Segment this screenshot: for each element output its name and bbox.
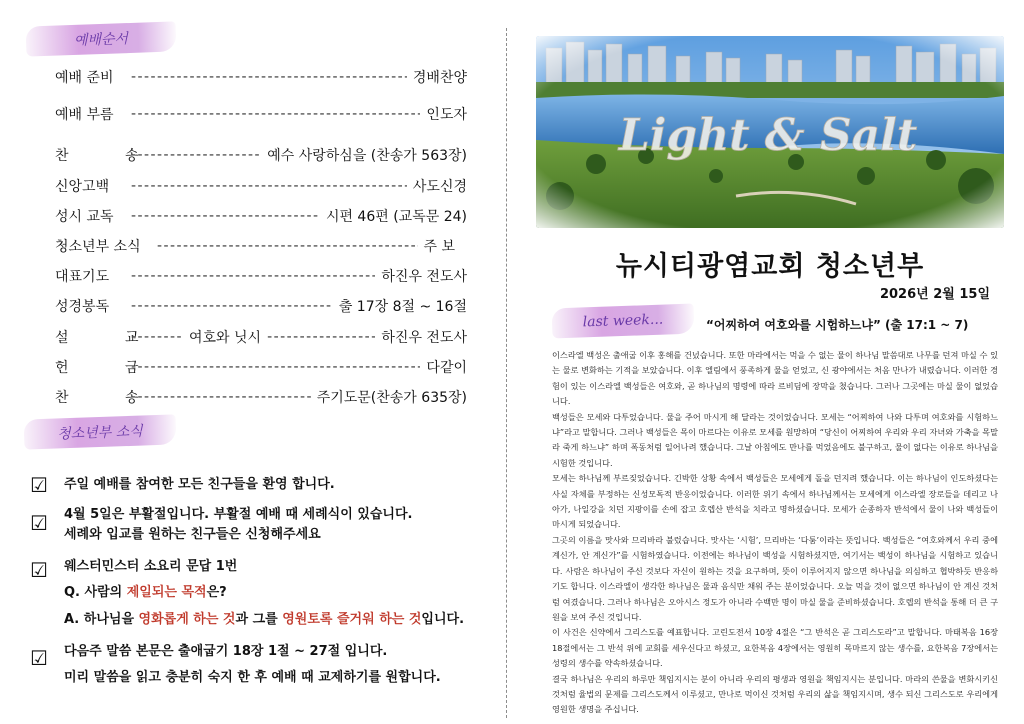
worship-order-list xyxy=(55,62,467,412)
order-row xyxy=(55,291,467,321)
leader-dashes xyxy=(131,329,183,345)
checkbox-icon: ☑ xyxy=(30,473,48,497)
checkbox-icon: ☑ xyxy=(30,558,48,582)
order-row xyxy=(55,352,467,382)
order-value: 예수 사랑하심을 (찬송가 563장) xyxy=(267,148,467,165)
order-value: 주기도문(찬송가 635장) xyxy=(316,389,467,406)
order-label: 대표기도 xyxy=(55,269,110,286)
catechism-answer xyxy=(64,610,464,630)
question-text: Q. 사람의 xyxy=(64,585,127,600)
order-row xyxy=(55,171,467,201)
news-text: 4월 5일은 부활절입니다. 부활절 예배 때 세례식이 있습니다. xyxy=(64,507,413,522)
order-row xyxy=(55,99,467,129)
order-label: 성시 교독 xyxy=(55,208,114,225)
answer-highlight: 영화롭게 하는 것 xyxy=(138,612,236,627)
order-label: 예배 준비 xyxy=(55,70,114,87)
summary-paragraph: 모세는 하나님께 부르짖었습니다. 긴박한 상황 속에서 백성들은 모세에게 돌을 던지려 했습니다. 이는 하나님이 인도하셨다는 사실 자체를 부정하는 신성모독적 반응이었습니다. 이러한 위기 속에서 하나님께서는 모세에게 이스라엘 장로들을 데리고 나아가, 나일강을 치던 지팡이를 손에 잡고 호렙산 반석을 치라고 명하셨습니다. 모세가 순종하자 반석에서 물이 나와 백성들이 마시게 되었습니다. xyxy=(552,473,998,530)
leader-dashes xyxy=(131,359,420,375)
order-label: 청소년부 소식 xyxy=(55,239,141,256)
leader-dashes xyxy=(131,69,407,85)
order-label: 성경봉독 xyxy=(55,299,110,316)
leader-dashes xyxy=(131,178,407,194)
summary-paragraph: 이 사건은 신약에서 그리스도를 예표합니다. 고린도전서 10장 4절은 “그 반석은 곧 그리스도라”고 말합니다. 마태복음 16장 18절에서는 그 반석 위에 교회를 세우신다고 하셨고, 요한복음 4장에서는 영원히 목마르지 않는 생수를, 요한복음 7장에서는 성령의 생수를 약속하셨습니다. xyxy=(552,627,998,669)
order-label: 찬 송 xyxy=(55,389,165,406)
order-value: 하진우 전도사 xyxy=(381,329,467,346)
answer-text: 과 그를 xyxy=(235,612,283,627)
fold-line xyxy=(506,28,507,718)
order-value: 다같이 xyxy=(426,359,467,376)
leader-dashes xyxy=(131,268,375,284)
order-row xyxy=(55,201,467,231)
order-value: 하진우 전도사 xyxy=(381,269,467,286)
leader-dashes xyxy=(267,329,375,345)
order-row xyxy=(55,382,467,412)
sermon-title-heading: “어찌하여 여호와를 시험하느냐” (출 17:1 ~ 7) xyxy=(706,318,969,332)
order-row xyxy=(55,261,467,291)
checkbox-icon: ☑ xyxy=(30,646,48,670)
leader-dashes xyxy=(131,389,311,405)
answer-text: 입니다. xyxy=(421,612,465,627)
leader-dashes xyxy=(131,208,320,224)
answer-text: A. 하나님을 xyxy=(64,612,139,627)
summary-paragraph: 백성들은 모세와 다투었습니다. 물을 주어 마시게 해 달라는 것이었습니다. 모세는 “어찌하여 나와 다투며 여호와를 시험하느냐”라고 말합니다. 그러나 백성들은 목이 마르다는 이유로 모세를 원망하며 “당신이 어찌하여 우리와 우리 자녀와 가축을 목말라 죽게 하느냐” 하며 폭동처럼 일어나려 했습니다. 그날 아침에도 만나를 먹었음에도 불구하고, 물이 없다는 이유로 하나님을 시험한 것입니다. xyxy=(552,411,998,468)
sermon-summary xyxy=(552,348,998,718)
summary-paragraph: 결국 하나님은 우리의 하루만 책임지시는 분이 아니라 우리의 평생과 영원을 책임지시는 분입니다. 마라의 쓴물을 변화시키신 것처럼 율법의 문제를 그리스도께서 이루셨고, 만나로 먹이신 것처럼 우리의 삶을 책임지시며, 생수 되신 그리스도로 우리에게 영원한 생명을 주십니다. xyxy=(552,673,998,715)
order-row xyxy=(55,231,467,261)
order-value: 경배찬양 xyxy=(412,70,467,87)
leader-dashes xyxy=(131,147,261,163)
youth-news-tag: 청소년부 소식 xyxy=(24,414,177,449)
order-value: 사도신경 xyxy=(412,178,467,195)
order-value: 출 17장 8절 ~ 16절 xyxy=(338,299,467,316)
order-label: 신앙고백 xyxy=(55,178,110,195)
bulletin-date: 2026년 2월 15일 xyxy=(879,287,990,302)
order-value: 주 보 xyxy=(423,239,455,256)
order-row xyxy=(55,322,467,352)
order-value: 시편 46편 (교독문 24) xyxy=(325,208,467,225)
news-text: 주일 예배를 참여한 모든 친구들을 환영 합니다. xyxy=(64,477,335,492)
cover-photo xyxy=(536,36,1004,228)
order-label: 헌 금 xyxy=(55,359,165,376)
order-label: 예배 부름 xyxy=(55,107,114,124)
news-text: 세례와 입교를 원하는 친구들은 신청해주세요 xyxy=(64,527,321,542)
order-label: 찬 송 xyxy=(55,148,165,165)
worship-order-tag: 예배순서 xyxy=(26,21,177,56)
summary-paragraph: 이스라엘 백성은 출애굽 이후 홍해를 건넜습니다. 또한 마라에서는 먹을 수 없는 물이 하나님 말씀대로 나무를 던져 마실 수 있는 물로 변화하는 기적을 보았습니다. 이후 엘림에서 풍족하게 물을 얻었고, 신 광야에서는 처음 만나가 내렸습니다. 이러한 경험이 있는 이스라엘 백성들은 여호와, 곧 하나님의 명령에 따라 르비딤에 장막을 쳤습니다. 그러나 그곳에는 마실 물이 없었습니다. xyxy=(552,350,998,407)
church-title: 뉴시티광염교회 청소년부 xyxy=(615,251,925,282)
order-row xyxy=(55,140,467,170)
leader-dashes xyxy=(131,298,333,314)
leader-dashes xyxy=(157,238,418,254)
question-text: 은? xyxy=(206,585,227,600)
cover-overlay-text: Light & Salt xyxy=(618,110,918,161)
leader-dashes xyxy=(131,106,420,122)
summary-paragraph: 그곳의 이름을 맛사와 므리바라 불렀습니다. 맛사는 ‘시험’, 므리바는 ‘다툼’이라는 뜻입니다. 백성들은 “여호와께서 우리 중에 계신가, 안 계신가”를 시험하였습니다. 이전에는 하나님이 백성을 시험하셨지만, 여기서는 백성이 하나님을 시험하고 있습니다. 사람은 하나님이 주신 것보다 자신이 원하는 것을 요구하며, 뜻이 이루어지지 않으면 하나님을 의심하고 협박하듯 반응하기도 합니다. 이스라엘이 생각한 하나님은 물과 음식만 채워 주는 분이었습니다. 오늘 먹을 것이 없으면 하나님이 안 계신 것처럼 여겼습니다. 그러나 하나님은 오아시스 정도가 아니라 수백만 명이 마실 물을 준비하셨습니다. 호렙의 반석을 통해 더 큰 구원을 보여 주신 것입니다. xyxy=(552,534,998,622)
sermon-title: 여호와 닛시 xyxy=(189,329,262,346)
catechism-title: 웨스터민스터 소요리 문답 1번 xyxy=(64,559,238,574)
news-text: 다음주 말씀 본문은 출애굽기 18장 1절 ~ 27절 입니다. xyxy=(64,644,388,659)
catechism-question xyxy=(64,583,227,603)
question-highlight: 제일되는 목적 xyxy=(126,585,207,600)
order-row xyxy=(55,62,467,92)
last-week-tag: last week... xyxy=(552,304,695,339)
order-value: 인도자 xyxy=(426,107,467,124)
order-label: 설 교 xyxy=(55,329,165,346)
news-text: 미리 말씀을 읽고 충분히 숙지 한 후 예배 때 교제하기를 원합니다. xyxy=(64,670,441,685)
checkbox-icon: ☑ xyxy=(30,511,48,535)
answer-highlight: 영원토록 즐거워 하는 것 xyxy=(282,612,422,627)
